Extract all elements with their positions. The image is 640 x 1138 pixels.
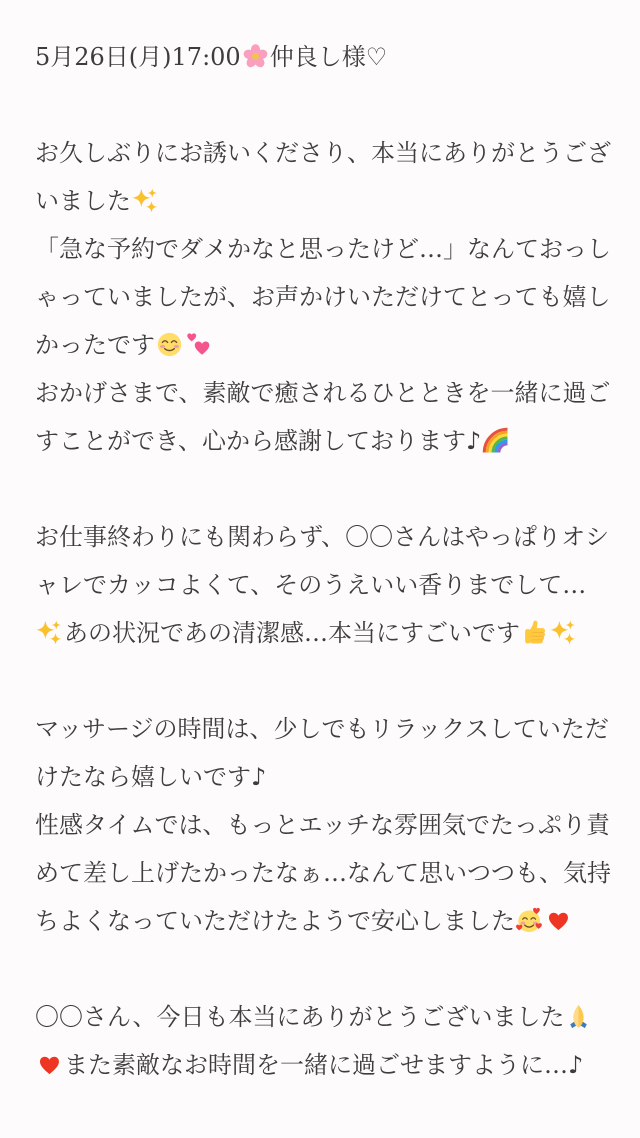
text-run: 性感タイムでは、もっとエッチな雰囲気でたっぷり責 [35, 811, 611, 839]
text-run: ちよくなっていただけたようで安心しました [35, 907, 515, 935]
text-run: 〇〇さん、今日も本当にありがとうございました [35, 1003, 565, 1031]
text-run: ゃっていましたが、お声かけいただけてとっても嬉し [35, 283, 611, 311]
text-run: また素敵なお時間を一緒に過ごせますように…♪ [64, 1051, 584, 1079]
text-run: 仲良し様♡ [269, 43, 388, 71]
smiling-face-hearts-emoji [516, 907, 543, 934]
text-run: いました [35, 187, 131, 215]
text-run: おかげさまで、素敵で癒されるひとときを一緒に過ご [35, 379, 611, 407]
text-run: ャレでカッコよくて、そのうえいい香りまでして… [35, 571, 587, 599]
text-run: お久しぶりにお誘いくださり、本当にありがとうござ [35, 139, 611, 167]
thumbs-up-emoji [521, 619, 548, 646]
text-run: 「急な予約でダメかなと思ったけど…」なんておっし [35, 235, 611, 263]
text-run: めて差し上げたかったなぁ…なんて思いつつも、気持 [35, 859, 611, 887]
red-heart-emoji [545, 907, 572, 934]
rainbow-emoji [482, 427, 509, 454]
text-run: けたなら嬉しいです♪ [35, 763, 267, 791]
text-run: あの状況であの清潔感…本当にすごいです [64, 619, 520, 647]
sparkles-emoji [132, 187, 159, 214]
sparkles-emoji [550, 619, 577, 646]
closing-paragraph [35, 993, 614, 1089]
text-run: かったです [35, 331, 155, 359]
cherry-blossom-emoji [242, 43, 269, 70]
massage-paragraph [35, 705, 614, 945]
relieved-smile-emoji [156, 331, 183, 358]
text-run: 5月26日(月)17:00 [35, 43, 241, 71]
two-hearts-emoji [185, 331, 212, 358]
text-run: すことができ、心から感謝しております♪ [35, 427, 482, 455]
red-heart-emoji [36, 1051, 63, 1078]
folded-hands-emoji [565, 1003, 592, 1030]
sparkles-emoji [36, 619, 63, 646]
text-run: マッサージの時間は、少しでもリラックスしていただ [35, 715, 609, 743]
compliment-paragraph [35, 513, 614, 657]
greeting-paragraph [35, 129, 614, 465]
text-run: お仕事終わりにも関わらず、〇〇さんはやっぱりオシ [35, 523, 610, 551]
date-header [35, 33, 614, 81]
